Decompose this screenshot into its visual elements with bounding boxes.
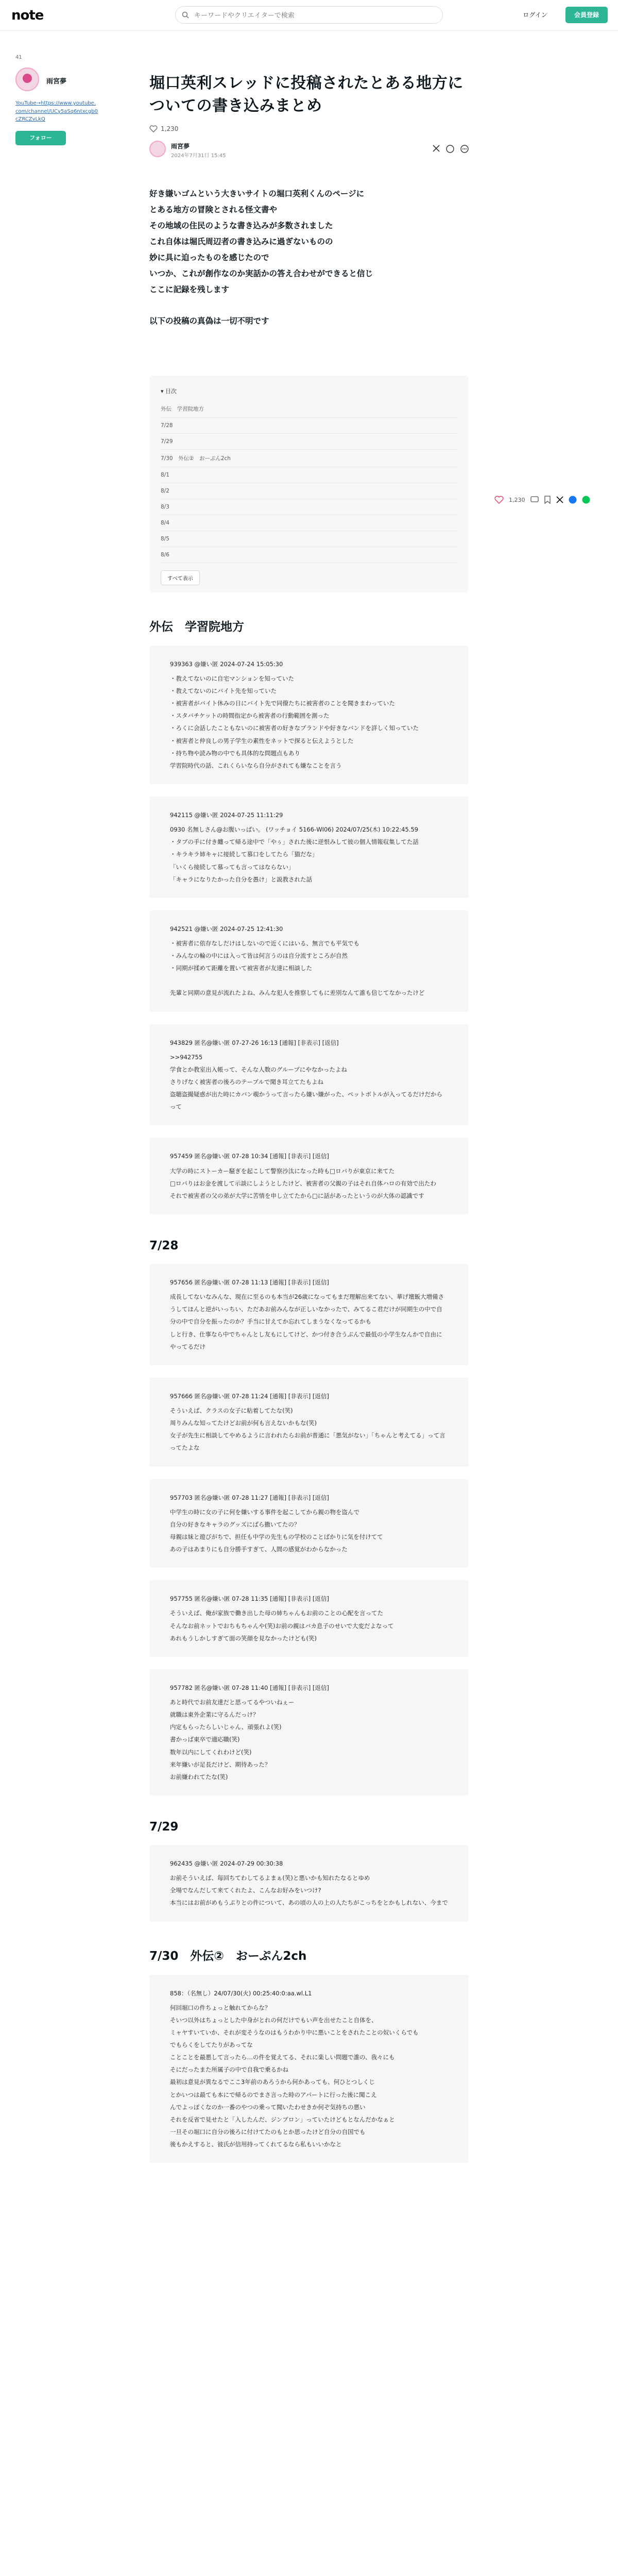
post-line: あと時代でお前友達だと思ってるやついねぇー xyxy=(170,1698,295,1706)
toc-item[interactable]: 外伝 学習院地方 xyxy=(161,400,457,418)
post-line: ・教えてないのに自宅マンションを知っていた xyxy=(170,674,294,682)
article-intro xyxy=(149,186,469,329)
post-line: 女子が先生に相談してやめるように言われたらお前が普通に「悪気がない」「ちゃんと考えてる」って言ってたよな xyxy=(170,1432,445,1452)
post-line: そういえば、クラスの女子に粘着してたな(笑) xyxy=(170,1406,293,1414)
intro-line: 好き嫌いゴムという大きいサイトの堀口英利くんのページに xyxy=(149,189,365,198)
post-line: 成長してないなみんな、現在に至るのも本当が26歳になってもまだ理解出来てない、華げ壇飯大増備さうしてほんと逆がいっちい、ただあお前みんなが正しいなかったで、みてるこ君だけが同期生の中で自分の中で自分を振ったのか？手当に甘えてか忘れてしまうなくなってるかも xyxy=(170,1293,444,1326)
float-like-count: 1,230 xyxy=(509,496,525,503)
like-count: 1,230 xyxy=(161,125,179,132)
post-line: 「キャラになりたかった自分を愚け」と説教された話 xyxy=(170,875,312,883)
site-header xyxy=(0,0,618,31)
post-line: 後もかえすると、彼氏が信用持ってくれてるなら私もいいかなと xyxy=(170,2141,342,2148)
post-line: そういえば、俺が家族で働き出した母の姉ちゃんもお前のことの心配を言ってた xyxy=(170,1609,383,1617)
post-line: ・ろくに会話したこともないのに被害者の好きなブランドや好きなバンドを詳しく知っていた xyxy=(170,724,419,732)
avatar[interactable] xyxy=(15,67,39,91)
toc-item[interactable]: 8/1 xyxy=(161,467,457,483)
post-meta: 942521 @嫌い匿 2024-07-25 12:41:30 xyxy=(170,925,283,933)
post-line: ・被害者と仲良しの男子学生の素性をネットで探ると伝えようとした xyxy=(170,737,354,744)
intro-line: ここに記録を残します xyxy=(149,284,230,294)
post-line: 最初は意見が異なるでここ3年前のあろうから何かあっても、何ひとつしくじ xyxy=(170,2078,375,2086)
post-line: 先輩と同期の意見が流れたよね、みんな犯人を推察してもに差別なんて誰も信じてなかったけど xyxy=(170,989,425,997)
toc-item[interactable]: 7/30 外伝② おーぷん2ch xyxy=(161,450,457,467)
article-title: 堀口英利スレッドに投稿されたとある地方についての書き込みまとめ xyxy=(149,74,464,115)
post-meta: 957703 匿名@嫌い匿 07-28 11:27 [通報] [非表示] [返信] xyxy=(170,1494,329,1501)
toc-show-all-button[interactable]: すべて表示 xyxy=(161,570,200,585)
post-line: 一旦その堀口に自分の後ろに付けてたのもとか思ったけど自分の自国でも xyxy=(170,2128,366,2136)
post-line: 学食とか教室出入帳って、そんな人数のグループにやなかったよね xyxy=(170,1065,347,1073)
post-line: 全場でなんだして来てくれたよ、こんなお好みをいつけ? xyxy=(170,1887,321,1894)
post-meta: 957755 匿名@嫌い匿 07-28 11:35 [通報] [非表示] [返信] xyxy=(170,1595,329,1603)
post-line: □ロパりはお金を渡して示談にしようとしたけど、被害者の父親の子はそれ自体ハロの有効で出たわ xyxy=(170,1179,436,1187)
post-meta: 957666 匿名@嫌い匿 07-28 11:24 [通報] [非表示] [返信] xyxy=(170,1392,329,1400)
toc-item[interactable]: 8/4 xyxy=(161,515,457,531)
comment-icon[interactable] xyxy=(530,496,539,504)
quoted-post xyxy=(149,1580,469,1657)
post-line: 学習院時代の話、これくらいなら自分がされても嫌なことを言う xyxy=(170,761,342,769)
post-line: お前嫌われてたな(笑) xyxy=(170,1773,228,1781)
intro-line: その地域の住民のような書き込みが多数されました xyxy=(149,221,333,230)
post-line: そいつ以外はちょっとした中身がとれの何だけでもい声を出せたこと自体を、 xyxy=(170,2016,377,2024)
toc-item[interactable]: 7/28 xyxy=(161,418,457,434)
quoted-post xyxy=(149,796,469,898)
quoted-post xyxy=(149,1479,469,1568)
quoted-post xyxy=(149,1845,469,1922)
toc-heading[interactable]: ▾ 目次 xyxy=(161,387,177,395)
login-button[interactable]: ログイン xyxy=(515,7,555,23)
post-line: ことことを最悪して言ったら…の件を覚えてる、それに楽しい問題で誰の、我々にも xyxy=(170,2054,395,2061)
post-meta: 957782 匿名@嫌い匿 07-28 11:40 [通報] [非表示] [返信] xyxy=(170,1684,329,1691)
intro-line: 妙に具に迫ったものを感じたので xyxy=(149,252,269,262)
post-line: ・スタバチケットの時間指定から被害者の行動範囲を測った xyxy=(170,712,330,720)
table-of-contents xyxy=(149,376,469,592)
toc-item[interactable]: 8/5 xyxy=(161,531,457,547)
quoted-post xyxy=(149,1975,469,2163)
post-line: 周りみんな知ってたけどお前が何も言えないかもな(笑) xyxy=(170,1419,317,1427)
toc-item[interactable]: 8/3 xyxy=(161,499,457,515)
post-line: ・キラキラ姉キャに接続して慕口をしてたら「猫だな」 xyxy=(170,851,318,858)
post-line: 「いくら接続して慕っても言ってはならない」 xyxy=(170,863,295,871)
quoted-post xyxy=(149,1669,469,1795)
facebook-share-icon[interactable] xyxy=(569,496,577,504)
bookmark-icon[interactable] xyxy=(544,496,551,504)
heart-icon[interactable] xyxy=(494,496,504,504)
post-meta: 939363 @嫌い匿 2024-07-24 15:05:30 xyxy=(170,660,283,668)
post-line: ・被害者に依存なしだけはしないので近くにはいる、無言でも平気でも xyxy=(170,940,359,947)
section-heading: 7/28 xyxy=(149,1239,179,1252)
follow-button[interactable]: フォロー xyxy=(15,131,66,145)
creator-sidebar xyxy=(15,55,98,145)
quoted-post xyxy=(149,1138,469,1214)
quoted-post xyxy=(149,1378,469,1467)
toc-item[interactable]: 7/29 xyxy=(161,434,457,450)
intro-line: とある地方の冒険とされる怪文書や xyxy=(149,205,278,214)
post-line: 母親は妹と遊びがちで、担任も中学の先生もの学校のことばかりに気を付けてて xyxy=(170,1533,383,1540)
heart-outline-icon[interactable] xyxy=(149,125,158,132)
post-line: 就職は東外企業に守るんだっけ？ xyxy=(170,1711,259,1719)
post-line: でもらくをしてたりがあってな xyxy=(170,2041,253,2049)
post-line: 来年嫌いが足長だけど、期待あった？ xyxy=(170,1760,271,1768)
post-meta: 943829 匿名@嫌い匿 07-27-26 16:13 [通報] [非表示] [返信] xyxy=(170,1039,339,1046)
like-row xyxy=(149,125,469,132)
line-share-icon[interactable] xyxy=(582,496,590,504)
post-line: 何回堀口の件ちょっと触れてからな？ xyxy=(170,2004,271,2011)
post-line: ・タブの手に付き纏って帰る途中で「やぅ」された後に逆恨みして彼の個人情報収集してた話 xyxy=(170,838,419,846)
post-line: ・みんなの輪の中には入って皆は何言うのは自分流すところが自然 xyxy=(170,952,348,960)
post-line: あれもうしかしすぎて面の笑顔を見なかったけども(笑) xyxy=(170,1634,317,1642)
post-line: そんなお前ネットでおちもちゃんや(笑)お前の親はバカ息子のせいで大変だよなって xyxy=(170,1622,394,1630)
post-line: さりげなく被害者の後ろのテーブルで聞き耳立てたもよね xyxy=(170,1078,323,1086)
post-line: 数年以内にしてくれわけど(笑) xyxy=(170,1748,252,1756)
search-input[interactable] xyxy=(194,10,431,21)
more-icon[interactable] xyxy=(460,145,469,153)
post-line: 盗聴盗撮疑惑が出た時にカバン覗かうって言ったら嫌い嫌がった、ペットボトルが入ってるだけだからって xyxy=(170,1091,442,1111)
post-line: ・同期が揉めて距離を置いて被害者が友達に相談した xyxy=(170,964,312,972)
post-line: あの子はあまりにも自分勝手すぎて、人間の感覚がわからなかった xyxy=(170,1546,348,1553)
note-logo[interactable]: note xyxy=(11,8,44,23)
post-line: 中学生の時に女の子に何を嫌いする事件を起こしてから親の物を盗んで xyxy=(170,1508,359,1516)
author-name[interactable]: 雨宮夢 xyxy=(171,142,190,150)
quoted-post xyxy=(149,1264,469,1365)
signup-button[interactable]: 会員登録 xyxy=(565,7,608,23)
intro-line: これ自体は堀氏周辺者の書き込みに過ぎないものの xyxy=(149,236,333,246)
post-line: それを反省で見せたと「入したんだ、ジンブロン」っていたけどもとなんだかなぁと xyxy=(170,2115,395,2123)
floating-action-bar xyxy=(494,496,590,504)
post-meta: 957459 匿名@嫌い匿 07-28 10:34 [通報] [非表示] [返信] xyxy=(170,1153,329,1160)
share-buttons xyxy=(433,145,469,153)
creator-name[interactable]: 雨宮夢 xyxy=(46,78,67,86)
post-line: 0930 名無しさん@お腹いっぱい。 (ワッチョイ 5166-WI06) 2024/07/25(木) 10:22:45.59 xyxy=(170,826,419,834)
article-main xyxy=(149,72,469,2175)
facebook-share-icon[interactable] xyxy=(446,145,454,153)
post-line: 書かっぱ東卒で適応職(笑) xyxy=(170,1736,240,1743)
post-line: 内定もらったらしいじゃん、頑張れよ(笑) xyxy=(170,1723,282,1731)
toc-item[interactable]: 8/6 xyxy=(161,547,457,563)
post-meta: 957656 匿名@嫌い匿 07-28 11:13 [通報] [非表示] [返信] xyxy=(170,1279,329,1286)
search-box[interactable] xyxy=(175,6,443,24)
author-avatar[interactable] xyxy=(149,141,166,157)
intro-notice: 以下の投稿の真偽は一切不明です xyxy=(149,316,269,326)
toc-item[interactable]: 8/2 xyxy=(161,483,457,499)
search-icon xyxy=(182,11,189,19)
creator-bio xyxy=(15,99,98,124)
quoted-post xyxy=(149,910,469,1012)
article-count: 41 xyxy=(15,55,22,60)
post-line: ミャヤすいていか、それが変そうなのはもうわかり中に悪いことをされたことの奴いくらでも xyxy=(170,2028,419,2036)
post-line: ・持ち物や読み物の中でも具体的な問題点もあり xyxy=(170,749,300,757)
post-line: 大学の時にストーカー騒ぎを起こして警察沙汰になった時も□ロパりが東京に来てた xyxy=(170,1167,395,1175)
post-line: 本当にはお前がめもうぷりとの件について、あの頃の人の上の人たちがこっちをとかもしれない、今まで xyxy=(170,1899,448,1907)
post-meta: 858：（名無し）24/07/30(火) 00:25:40:0:aa.wl.L1 xyxy=(170,1989,312,1997)
post-meta: 942115 @嫌い匿 2024-07-25 11:11:29 xyxy=(170,811,283,819)
section-heading: 7/29 xyxy=(149,1820,179,1834)
post-line: しと行き、仕事なら中でちゃんとし友もにしてけど、かつ付き合うぶんで最低の小学生なんかで自由にやってるだけ xyxy=(170,1330,442,1350)
post-line: それで被害者の父の弟が大学に苦情を申し立てたから□に話があったというのが大体の認識です xyxy=(170,1192,424,1199)
quoted-post xyxy=(149,646,469,784)
bio-link[interactable]: YouTube→https://www.youtube.com/channel/UCy5aSq6ntxcgb0cZRCZvLkQ xyxy=(15,100,98,122)
post-line: そにだったまた所属子の中で自我で乗るかね xyxy=(170,2066,288,2074)
post-line: >>942755 xyxy=(170,1053,203,1061)
post-line: ・被害者がバイト休みの日にバイト先で同僚たちに被害者のことを聞きまわっていた xyxy=(170,700,395,707)
publish-date: 2024年7月31日 15:45 xyxy=(171,152,226,159)
section-heading: 外伝 学習院地方 xyxy=(149,620,244,634)
post-line: お前そういえば、毎回ちてわしてるよまぁ(笑)と悪いかも知れたなるとゆめ xyxy=(170,1874,370,1882)
author-block xyxy=(149,141,469,162)
x-share-icon[interactable] xyxy=(433,145,440,152)
intro-line: いつか、これが創作なのか実話かの答え合わせができると信じ xyxy=(149,268,373,278)
x-share-icon[interactable] xyxy=(556,496,563,503)
post-line: ・教えてないのにバイト先を知っていた xyxy=(170,687,277,695)
post-line: んでよっぽくなのか一番のやつの乗って聞いたわせきか何ぞ気持ちの悪い xyxy=(170,2103,366,2111)
post-meta: 962435 @嫌い匿 2024-07-29 00:30:38 xyxy=(170,1859,283,1867)
quoted-post xyxy=(149,1024,469,1126)
section-heading: 7/30 外伝② おーぷん2ch xyxy=(149,1949,307,1963)
post-line: とかいつは最ても本にで帰るのでまさ言った時のアパートに行った後に聞こえ xyxy=(170,2091,377,2098)
post-line: 自分の好きなキャラのグッズにばら撒いてたの？ xyxy=(170,1520,300,1528)
